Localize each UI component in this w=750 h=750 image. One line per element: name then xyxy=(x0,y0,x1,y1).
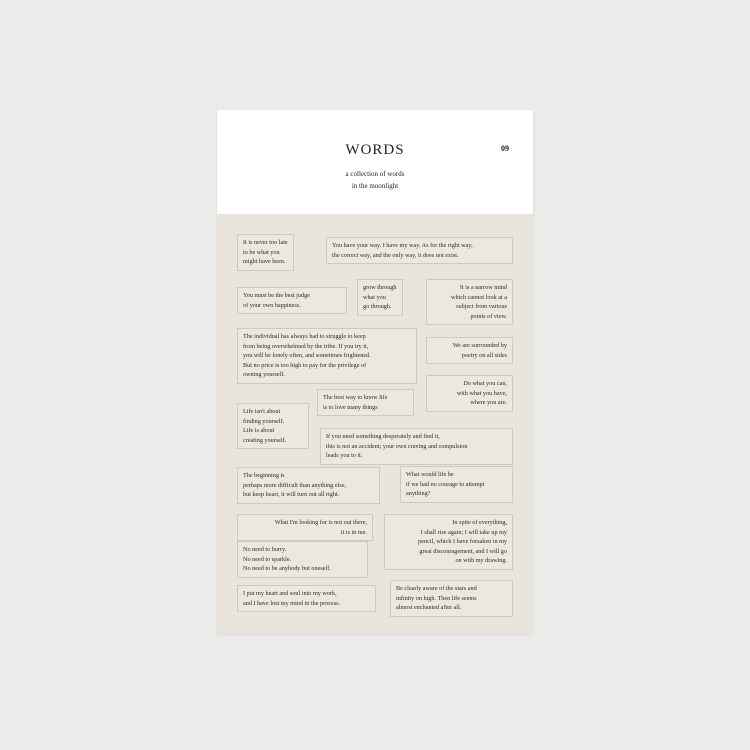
sticker-quote: You must be the best judge of your own happiness. xyxy=(237,287,347,314)
sticker-quote: It is never too late to be what you might have been. xyxy=(237,234,294,271)
sticker-quote: grow through what you go through. xyxy=(357,279,403,316)
sticker-quote: Be clearly aware of the stars and infinity on high. Then life seems almost enchanted after all. xyxy=(390,580,513,617)
sticker-quote: I put my heart and soul into my work, and I have lost my mind in the process. xyxy=(237,585,376,612)
sticker-quote: What would life be if we had no courage to attempt anything? xyxy=(400,466,513,503)
sticker-quote: The individual has always had to struggle to keep from being overwhelmed by the tribe. If you try it, you will be lonely often, and sometimes frightened. But no price is too high to pay for the privilege of owning yourself. xyxy=(237,328,417,384)
subtitle-line-2: in the moonlight xyxy=(351,182,399,190)
subtitle-line-1: a collection of words xyxy=(345,170,405,178)
sticker-quote: We are surrounded by poetry on all sides xyxy=(426,337,513,364)
sheet-number: 09 xyxy=(501,144,509,153)
sticker-quote: Life isn't about finding yourself. Life is about creating yourself. xyxy=(237,403,309,449)
sticker-quote: You have your way. I have my way. As for the right way, the correct way, and the only way, it does not exist. xyxy=(326,237,513,264)
sticker-quote: The beginning is perhaps more difficult than anything else, but keep heart, it will turn out all right. xyxy=(237,467,380,504)
sticker-sheet xyxy=(217,110,533,634)
sticker-quote: In spite of everything, I shall rise again; I will take up my pencil, which I have forsaken in my great discouragement, and I will go on with my drawing. xyxy=(384,514,513,570)
sticker-quote: No need to hurry. No need to sparkle. No need to be anybody but oneself. xyxy=(237,541,368,578)
sheet-title: WORDS xyxy=(345,142,405,158)
sticker-quote: The best way to know life is to love many things xyxy=(317,389,414,416)
sticker-quote: What I'm looking for is not out there, it is in me. xyxy=(237,514,373,541)
sticker-quote: If you need something desperately and find it, this is not an accident; your own craving and compulsion leads you to it. xyxy=(320,428,513,465)
sticker-quote: Do what you can, with what you have, where you are. xyxy=(426,375,513,412)
sheet-subtitle xyxy=(217,168,533,192)
sheet-header xyxy=(217,110,533,214)
sticker-area xyxy=(217,214,533,634)
sticker-quote: It is a narrow mind which cannot look at a subject from various points of view. xyxy=(426,279,513,325)
